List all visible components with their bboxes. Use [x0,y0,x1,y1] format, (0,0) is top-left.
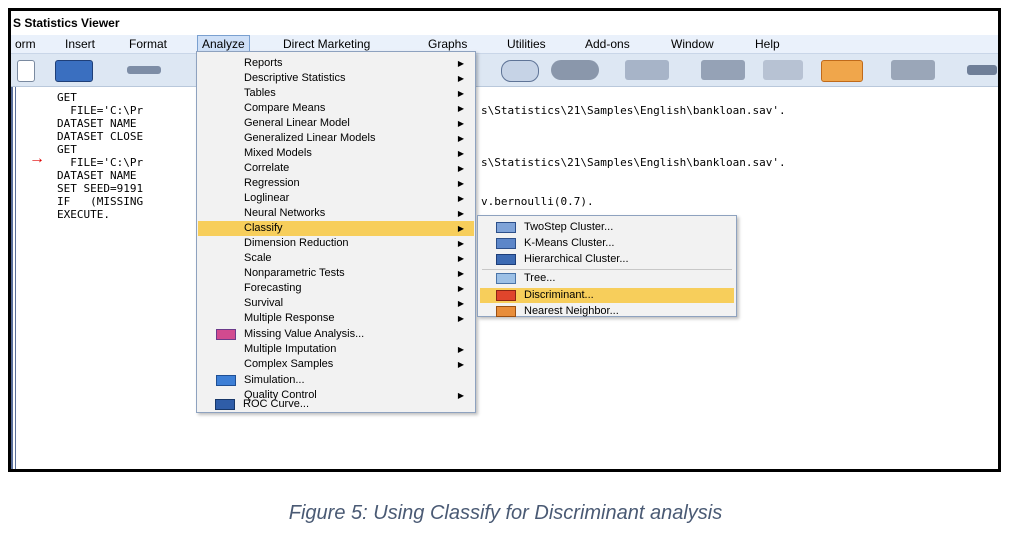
nearest-neighbor-icon [496,306,516,317]
simulation-icon [216,375,236,386]
submenu-arrow-icon: ▶ [457,164,464,173]
submenu-arrow-icon: ▶ [457,89,464,98]
submenu-arrow-icon: ▶ [457,284,464,293]
toolbar [11,54,998,87]
current-line-arrow-icon: → [29,150,45,167]
code-line: FILE='C:\Pr [57,156,144,169]
submenu-item-discriminant[interactable]: Discriminant... [480,288,734,303]
undo-icon[interactable] [127,66,161,74]
menu-item-loglinear[interactable]: Loglinear ▶ [244,192,464,204]
submenu-arrow-icon: ▶ [457,59,464,68]
venn-icon[interactable] [551,60,599,80]
submenu-arrow-icon: ▶ [457,74,464,83]
submenu-separator [482,269,732,270]
twostep-cluster-icon [496,222,516,233]
menu-item-neural-networks[interactable]: Neural Networks ▶ [244,207,464,219]
editor-gutter [13,87,16,469]
roc-curve-icon [215,399,235,410]
menu-insert[interactable]: Insert [65,37,96,51]
menu-item-regression[interactable]: Regression ▶ [244,177,464,189]
submenu-arrow-icon: ▶ [457,179,464,188]
code-line: GET [57,91,77,104]
hierarchical-cluster-icon [496,254,516,265]
list-icon[interactable] [625,60,669,80]
code-line: DATASET NAME [57,169,137,182]
back-arrow-icon[interactable] [967,65,997,75]
menu-direct-marketing[interactable]: Direct Marketing [283,37,371,51]
discriminant-icon [496,290,516,301]
menu-item-quality-control[interactable]: Quality Control ▶ [244,389,464,401]
tree-icon [496,273,516,284]
menu-item-tables[interactable]: Tables ▶ [244,87,464,99]
submenu-arrow-icon: ▶ [457,239,464,248]
menu-graphs[interactable]: Graphs [428,37,468,51]
submenu-arrow-icon: ▶ [457,104,464,113]
menu-utilities[interactable]: Utilities [507,37,546,51]
menu-item-reports[interactable]: Reports ▶ [244,57,464,69]
data-editor-icon[interactable] [55,60,93,82]
menu-item-scale[interactable]: Scale ▶ [244,252,464,264]
code-line: GET [57,143,77,156]
menu-format-truncated[interactable]: orm [15,37,36,51]
menu-bar [11,35,998,54]
menu-add-ons[interactable]: Add-ons [585,37,630,51]
submenu-arrow-icon: ▶ [457,345,464,354]
menu-item-descriptive-statistics[interactable]: Descriptive Statistics ▶ [244,72,464,84]
kmeans-cluster-icon [496,238,516,249]
menu-item-nonparametric-tests[interactable]: Nonparametric Tests ▶ [244,267,464,279]
menu-item-correlate[interactable]: Correlate ▶ [244,162,464,174]
menu-help[interactable]: Help [755,37,780,51]
submenu-arrow-icon: ▶ [457,269,464,278]
syntax-code [57,91,143,221]
menu-analyze[interactable]: Analyze [197,35,250,53]
menu-item-simulation[interactable]: Simulation... [198,373,474,388]
submenu-arrow-icon: ▶ [457,254,464,263]
code-line: DATASET NAME [57,117,137,130]
spss-viewer-window [8,8,1001,472]
submenu-arrow-icon: ▶ [457,360,464,369]
submenu-arrow-icon: ▶ [457,149,464,158]
menu-item-mixed-models[interactable]: Mixed Models ▶ [244,147,464,159]
submenu-item-nearest-neighbor[interactable]: Nearest Neighbor... [480,304,734,319]
code-line: IF (MISSING [57,195,144,208]
code-line: FILE='C:\Pr [57,104,144,117]
menu-item-complex-samples[interactable]: Complex Samples ▶ [244,358,464,370]
menu-item-compare-means[interactable]: Compare Means ▶ [244,102,464,114]
code-line: DATASET CLOSE [57,130,144,143]
menu-item-generalized-linear-models[interactable]: Generalized Linear Models ▶ [244,132,464,144]
submenu-item-hierarchical-cluster[interactable]: Hierarchical Cluster... [480,252,734,267]
chart-ellipse-icon[interactable] [501,60,539,82]
submenu-arrow-icon: ▶ [457,314,464,323]
menu-item-missing-value-analysis[interactable]: Missing Value Analysis... [198,327,474,342]
menu-item-roc-curve[interactable]: ROC Curve... [197,397,475,412]
export-icon[interactable] [763,60,803,80]
script-icon[interactable] [821,60,863,82]
menu-item-classify[interactable]: Classify ▶ [198,221,474,236]
screen-icon[interactable] [891,60,935,80]
submenu-arrow-icon: ▶ [457,299,464,308]
code-fragment: s\Statistics\21\Samples\English\bankloan.sav'. [481,104,786,117]
figure-caption: Figure 5: Using Classify for Discriminant analysis [288,502,723,524]
code-line: SET SEED=9191 [57,182,144,195]
submenu-arrow-icon: ▶ [457,134,464,143]
table-icon[interactable] [701,60,745,80]
code-line: EXECUTE. [57,208,110,221]
open-file-icon[interactable] [17,60,35,82]
submenu-item-kmeans-cluster[interactable]: K-Means Cluster... [480,236,734,251]
code-fragment: s\Statistics\21\Samples\English\bankloan.sav'. [481,156,786,169]
submenu-arrow-icon: ▶ [457,194,464,203]
menu-item-multiple-imputation[interactable]: Multiple Imputation ▶ [244,343,464,355]
analyze-dropdown-menu [196,51,476,413]
menu-item-forecasting[interactable]: Forecasting ▶ [244,282,464,294]
submenu-arrow-icon: ▶ [457,391,464,400]
menu-window[interactable]: Window [671,37,714,51]
window-title: S Statistics Viewer [11,11,998,35]
menu-item-general-linear-model[interactable]: General Linear Model ▶ [244,117,464,129]
code-fragment: v.bernoulli(0.7). [481,195,594,208]
menu-item-multiple-response[interactable]: Multiple Response ▶ [244,312,464,324]
submenu-item-twostep-cluster[interactable]: TwoStep Cluster... [480,220,734,235]
submenu-item-tree[interactable]: Tree... [480,271,734,286]
submenu-arrow-icon: ▶ [457,119,464,128]
menu-item-survival[interactable]: Survival ▶ [244,297,464,309]
menu-item-dimension-reduction[interactable]: Dimension Reduction ▶ [244,237,464,249]
missing-value-icon [216,329,236,340]
classify-submenu [477,215,737,317]
menu-format[interactable]: Format [129,37,168,51]
submenu-arrow-icon: ▶ [457,224,464,233]
submenu-arrow-icon: ▶ [457,209,464,218]
